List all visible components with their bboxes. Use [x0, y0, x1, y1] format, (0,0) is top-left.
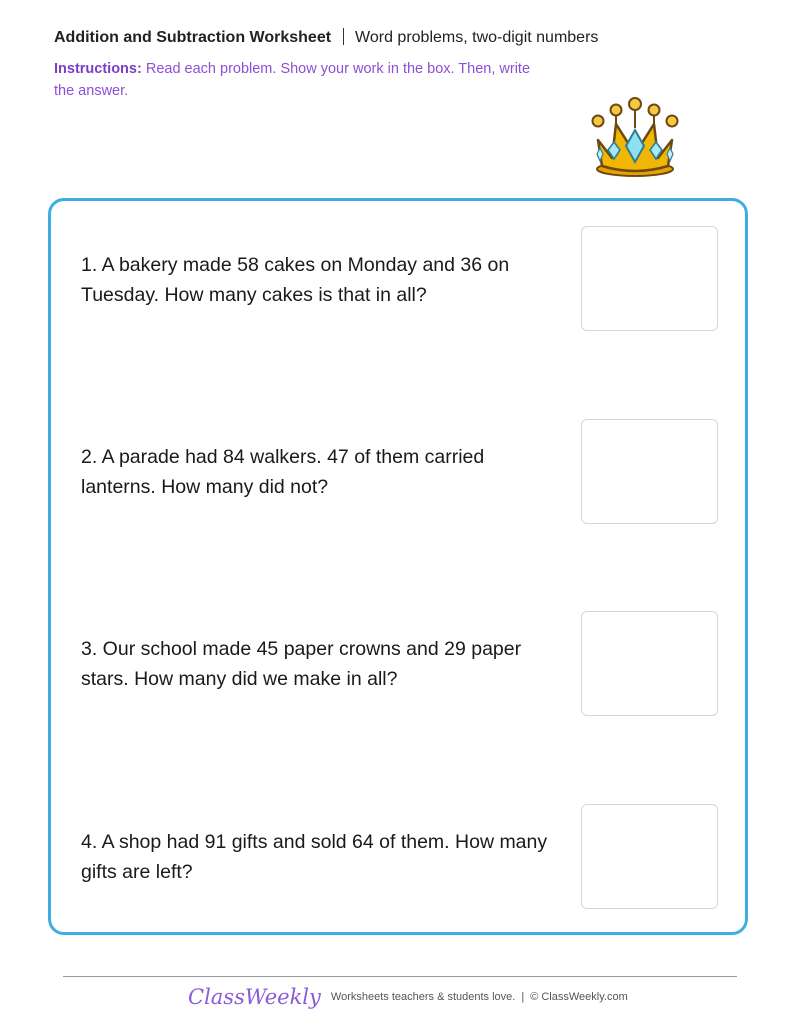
problem-3: 3. Our school made 45 paper crowns and 29 paper stars. How many did we make in all?: [81, 638, 522, 690]
problem-4: 4. A shop had 91 gifts and sold 64 of them. How many gifts are left?: [81, 831, 548, 883]
footer-divider: [63, 976, 737, 977]
header-divider: [343, 28, 344, 45]
footer-copyright: © ClassWeekly.com: [530, 991, 628, 1003]
crown-icon: [586, 96, 684, 180]
answer-box-2[interactable]: [581, 419, 718, 524]
footer-tagline: Worksheets teachers & students love.: [330, 991, 516, 1003]
answer-box-1[interactable]: [581, 226, 718, 331]
footer-separator: |: [521, 991, 525, 1003]
worksheet-title: Addition and Subtraction Worksheet: [54, 29, 332, 46]
answer-box-4[interactable]: [581, 804, 718, 909]
instructions-label: Instructions:: [54, 61, 142, 77]
problem-2: 2. A parade had 84 walkers. 47 of them carried lanterns. How many did not?: [81, 446, 485, 498]
worksheet-header: [54, 28, 598, 48]
worksheet-subtitle: Word problems, two-digit numbers: [355, 29, 599, 46]
instructions-text: Read each problem. Show your work in the box. Then, write the answer.: [54, 61, 531, 99]
instructions: [54, 59, 554, 102]
footer: [188, 985, 628, 1009]
brand-logo: ClassWeekly: [188, 985, 321, 1009]
problem-1: 1. A bakery made 58 cakes on Monday and 36 on Tuesday. How many cakes is that in all?: [81, 254, 510, 306]
answer-box-3[interactable]: [581, 611, 718, 716]
